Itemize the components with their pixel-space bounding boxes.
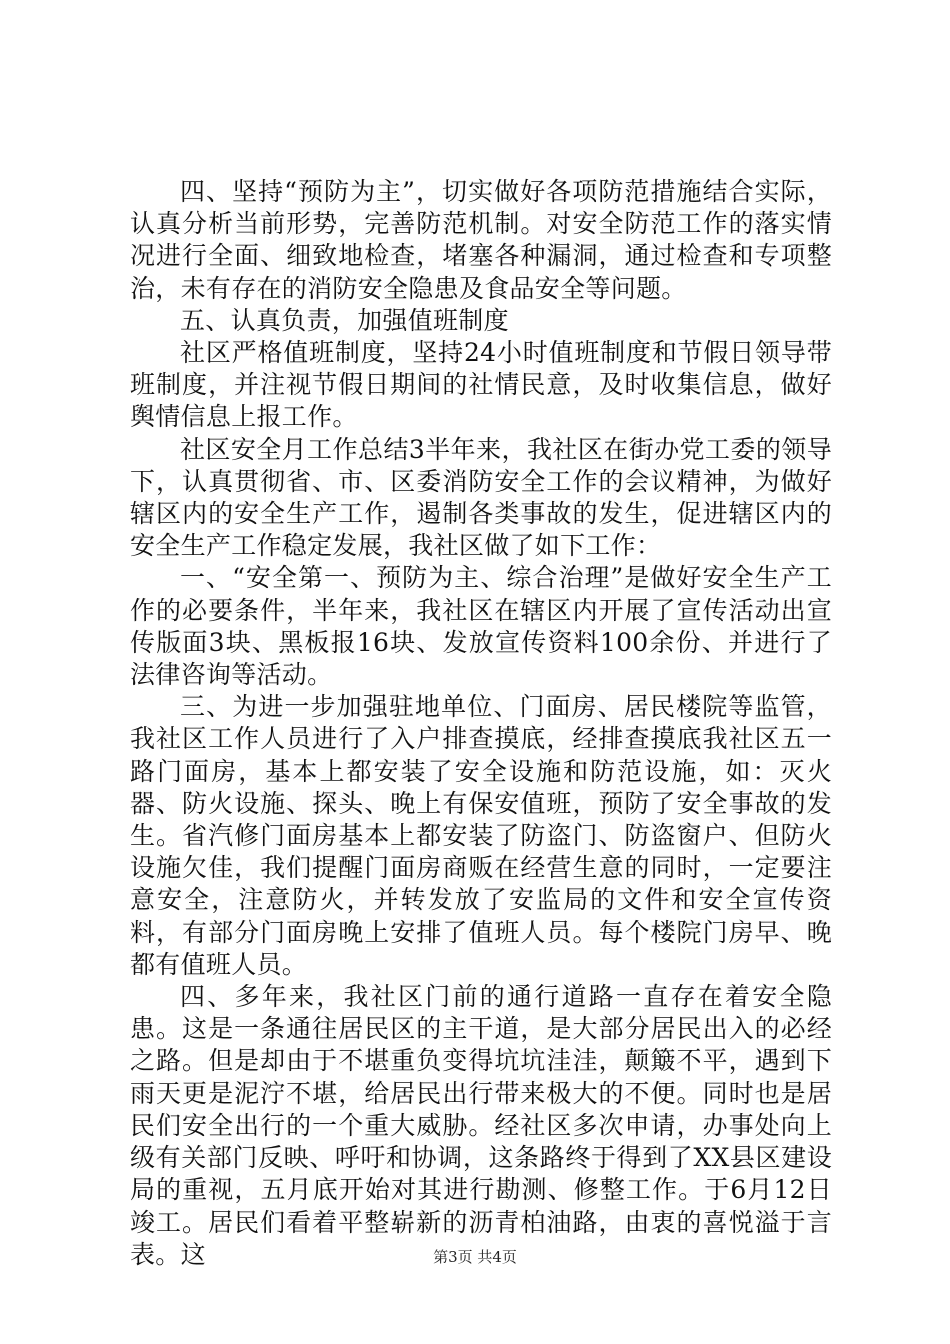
paragraph: 三、为进一步加强驻地单位、门面房、居民楼院等监管，我社区工作人员进行了入户排查摸底，经排查摸底我社区五一路门面房，基本上都安装了安全设施和防范设施，如：灭火器、防火设施、探头、晚上有保安值班，预防了安全事故的发生。省汽修门面房基本上都安装了防盗门、防盗窗户、但防火设施欠佳，我们提醒门面房商贩在经营生意的同时，一定要注意安全，注意防火，并转发放了安监局的文件和安全宣传资料，有部分门面房晚上安排了值班人员。每个楼院门房早、晚都有值班人员。 [130, 692, 832, 979]
paragraph: 社区严格值班制度，坚持24小时值班制度和节假日领导带班制度，并注视节假日期间的社情民意，及时收集信息，做好舆情信息上报工作。 [130, 338, 832, 432]
paragraph: 四、坚持“预防为主”，切实做好各项防范措施结合实际，认真分析当前形势，完善防范机制。对安全防范工作的落实情况进行全面、细致地检查，堵塞各种漏洞，通过检查和专项整治，未有存在的消防安全隐患及食品安全等问题。 [130, 177, 832, 303]
paragraph: 四、多年来，我社区门前的通行道路一直存在着安全隐患。这是一条通往居民区的主干道，是大部分居民出入的必经之路。但是却由于不堪重负变得坑坑洼洼，颠簸不平，遇到下雨天更是泥泞不堪，给居民出行带来极大的不便。同时也是居民们安全出行的一个重大威胁。经社区多次申请，办事处向上级有关部门反映、呼吁和协调，这条路终于得到了XX县区建设局的重视，五月底开始对其进行勘测、修整工作。于6月12日竣工。居民们看着平整崭新的沥青柏油路，由衷的喜悦溢于言表。这 [130, 982, 832, 1269]
paragraph: 一、“安全第一、预防为主、综合治理”是做好安全生产工作的必要条件，半年来，我社区在辖区内开展了宣传活动出宣传版面3块、黑板报16块、发放宣传资料100余份、并进行了法律咨询等活动。 [130, 563, 832, 690]
page-footer [0, 1247, 950, 1267]
page-number: 第3页 共4页 [433, 1248, 517, 1266]
section-heading: 五、认真负责，加强值班制度 [180, 305, 509, 335]
paragraph: 社区安全月工作总结3半年来，我社区在街办党工委的领导下，认真贯彻省、市、区委消防安全工作的会议精神，为做好辖区内的安全生产工作，遏制各类事故的发生，促进辖区内的安全生产工作稳定发展，我社区做了如下工作： [130, 434, 832, 561]
document-body [130, 176, 832, 1271]
